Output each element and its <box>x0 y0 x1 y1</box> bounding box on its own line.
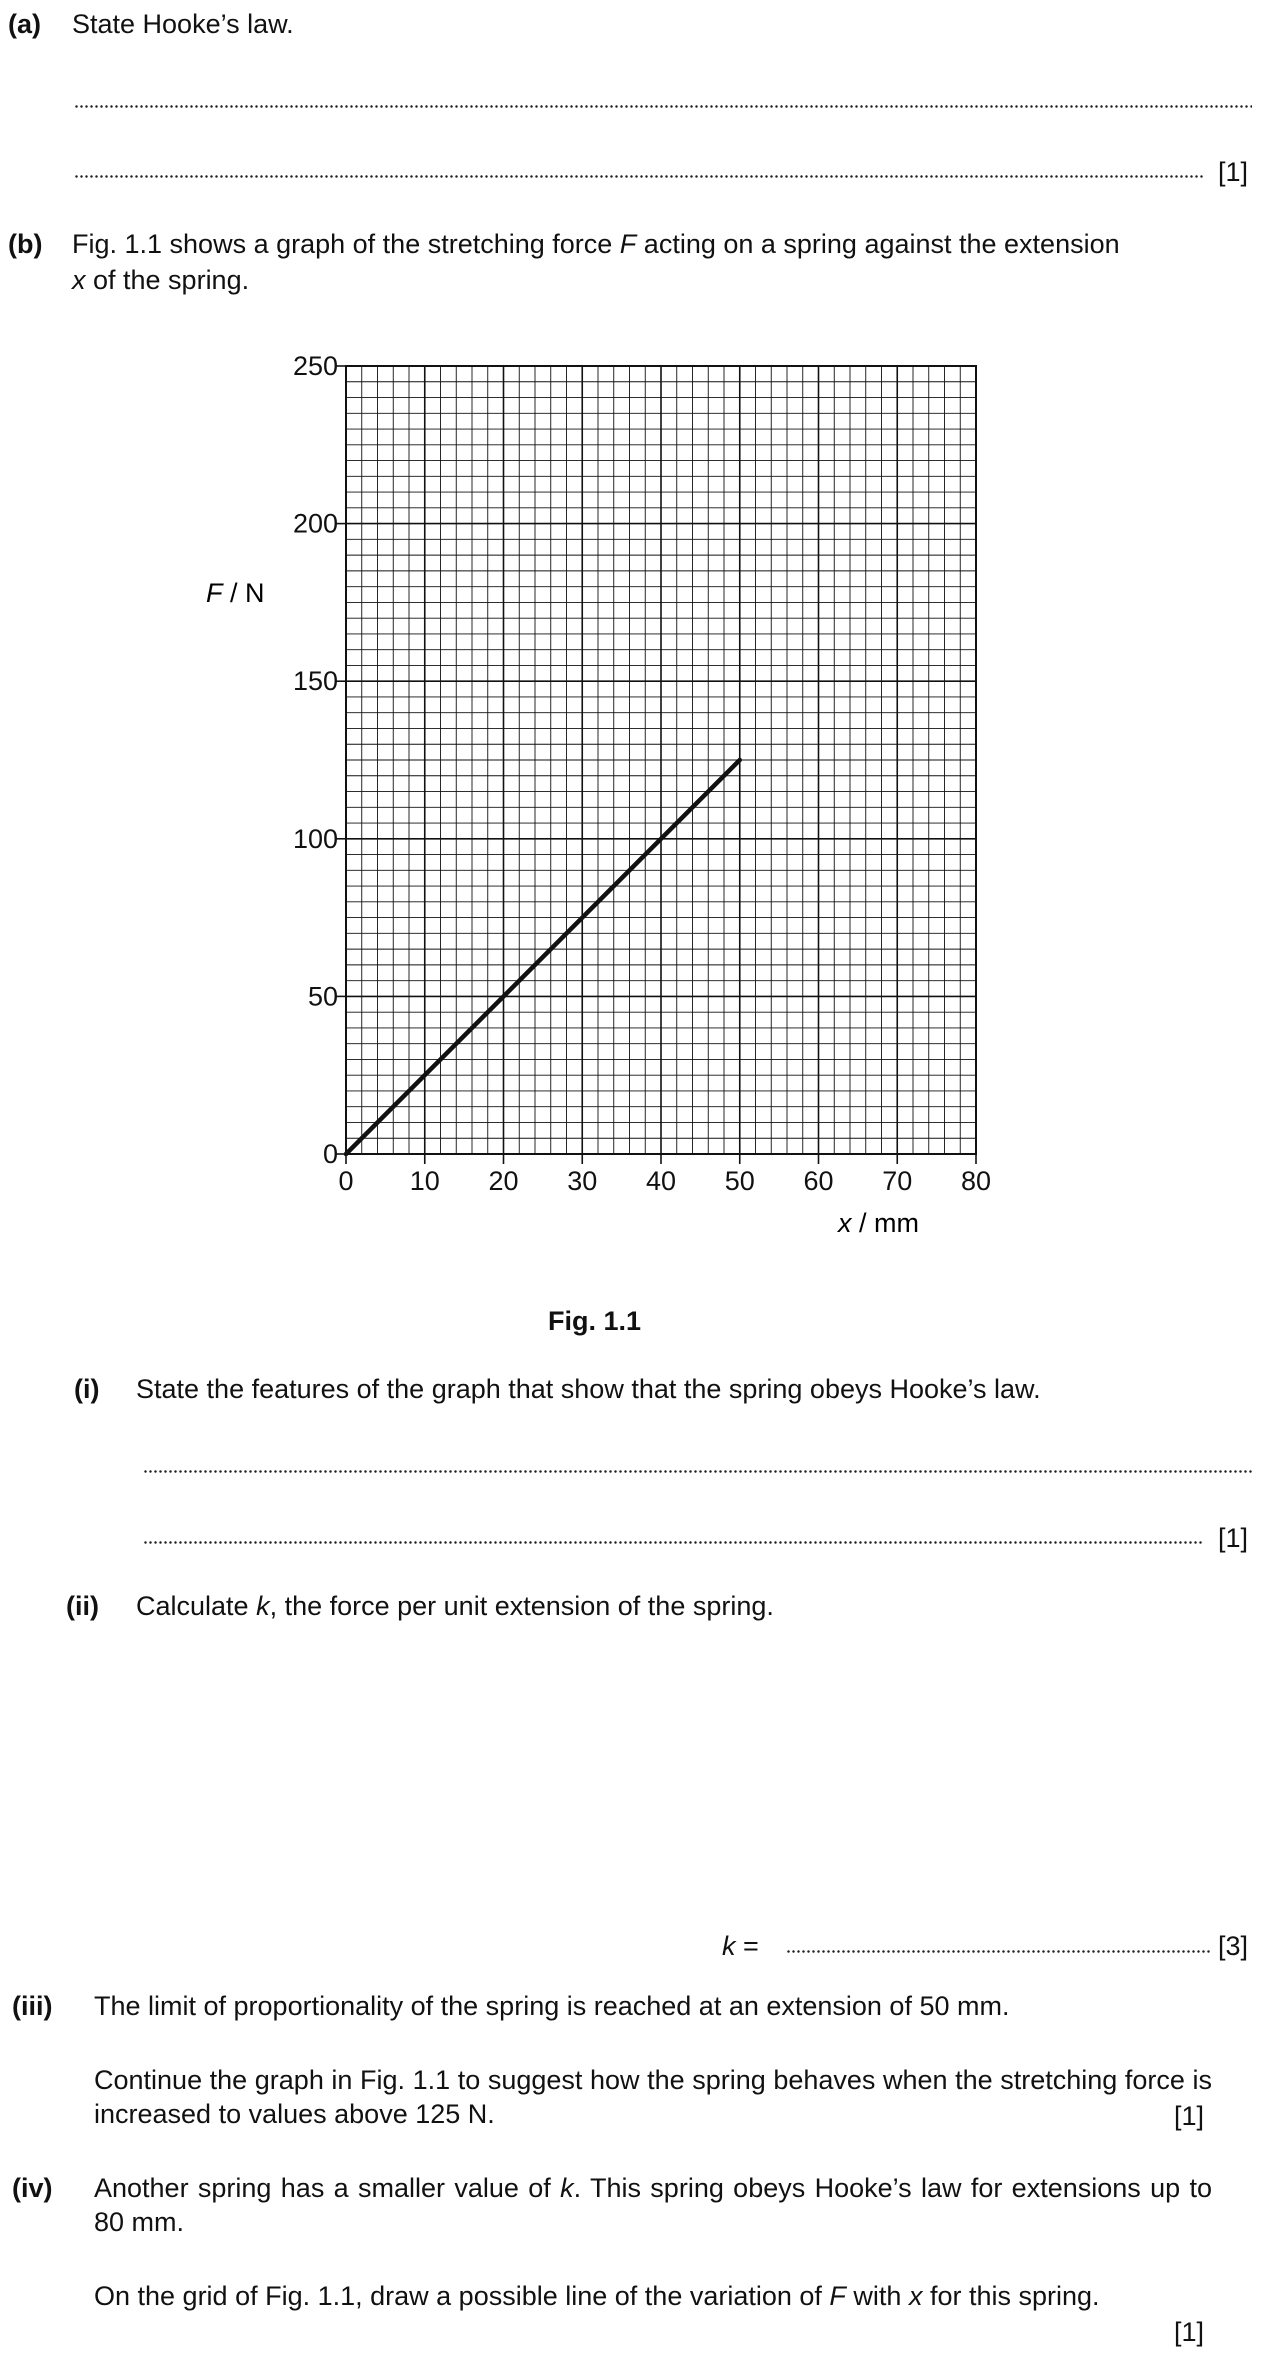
part-iii-marks: [1] <box>1174 2101 1205 2131</box>
part-ii-question: Calculate k, the force per unit extension of the spring. <box>136 1591 774 1621</box>
series-lines <box>346 760 740 1154</box>
answer-line[interactable] <box>143 1541 1204 1544</box>
part-b-intro: Fig. 1.1 shows a graph of the stretching force F acting on a spring against the extension <box>72 229 1120 259</box>
part-b-intro-cont: x of the spring. <box>72 265 250 295</box>
x-tick-label: 40 <box>645 1166 677 1196</box>
x-tick-label: 60 <box>803 1166 834 1196</box>
part-i-label: (i) <box>74 1374 100 1404</box>
y-tick-label: 200 <box>292 508 338 539</box>
x-tick-label: 0 <box>338 1166 354 1196</box>
part-iii-line1: The limit of proportionality of the spring is reached at an extension of 50 mm. <box>94 1991 1010 2021</box>
part-a-marks: [1] <box>1218 157 1249 187</box>
part-b-label: (b) <box>8 229 43 259</box>
part-iii-line2: Continue the graph in Fig. 1.1 to suggest how the spring behaves when the stretching force is increased to values above 125 N. <box>94 2065 1212 2129</box>
figure-caption: Fig. 1.1 <box>548 1306 642 1336</box>
x-axis-label: x / mm <box>838 1208 919 1238</box>
y-axis-label: F / N <box>206 578 265 608</box>
x-tick-label: 70 <box>882 1166 913 1196</box>
k-answer-line[interactable] <box>786 1950 1212 1953</box>
y-tick-label: 100 <box>292 823 338 854</box>
tick-labels <box>293 351 991 1196</box>
answer-line[interactable] <box>143 1470 1252 1473</box>
part-iii-label: (iii) <box>12 1991 53 2021</box>
y-tick-label: 250 <box>292 351 338 381</box>
force-extension-graph[interactable] <box>0 340 1261 1320</box>
x-tick-label: 20 <box>488 1166 519 1196</box>
part-a-label: (a) <box>8 9 41 39</box>
part-ii-label: (ii) <box>66 1591 99 1621</box>
x-tick-label: 80 <box>960 1166 992 1196</box>
part-iv-marks: [1] <box>1174 2317 1205 2347</box>
part-iv-label: (iv) <box>12 2173 53 2203</box>
series-line <box>346 760 740 1154</box>
x-tick-label: 30 <box>567 1166 598 1196</box>
answer-line[interactable] <box>74 105 1252 108</box>
part-ii-marks: [3] <box>1218 1931 1249 1961</box>
axis-ticks <box>336 366 976 1164</box>
part-i-question: State the features of the graph that show that the spring obeys Hooke’s law. <box>136 1374 1041 1404</box>
k-answer-label: k = <box>722 1931 759 1961</box>
y-tick-label: 50 <box>307 981 338 1012</box>
x-tick-label: 50 <box>724 1166 755 1196</box>
part-i-marks: [1] <box>1218 1523 1249 1553</box>
y-tick-label: 150 <box>292 666 338 697</box>
part-a-question: State Hooke’s law. <box>72 9 294 39</box>
part-iv-line2: On the grid of Fig. 1.1, draw a possible line of the variation of F with x for this spring. <box>94 2281 1100 2311</box>
part-iv-line1: Another spring has a smaller value of k. This spring obeys Hooke’s law for extensions up to 80 mm. <box>94 2173 1212 2237</box>
answer-line[interactable] <box>74 175 1204 178</box>
x-tick-label: 10 <box>409 1166 440 1196</box>
y-tick-label: 0 <box>322 1139 338 1169</box>
